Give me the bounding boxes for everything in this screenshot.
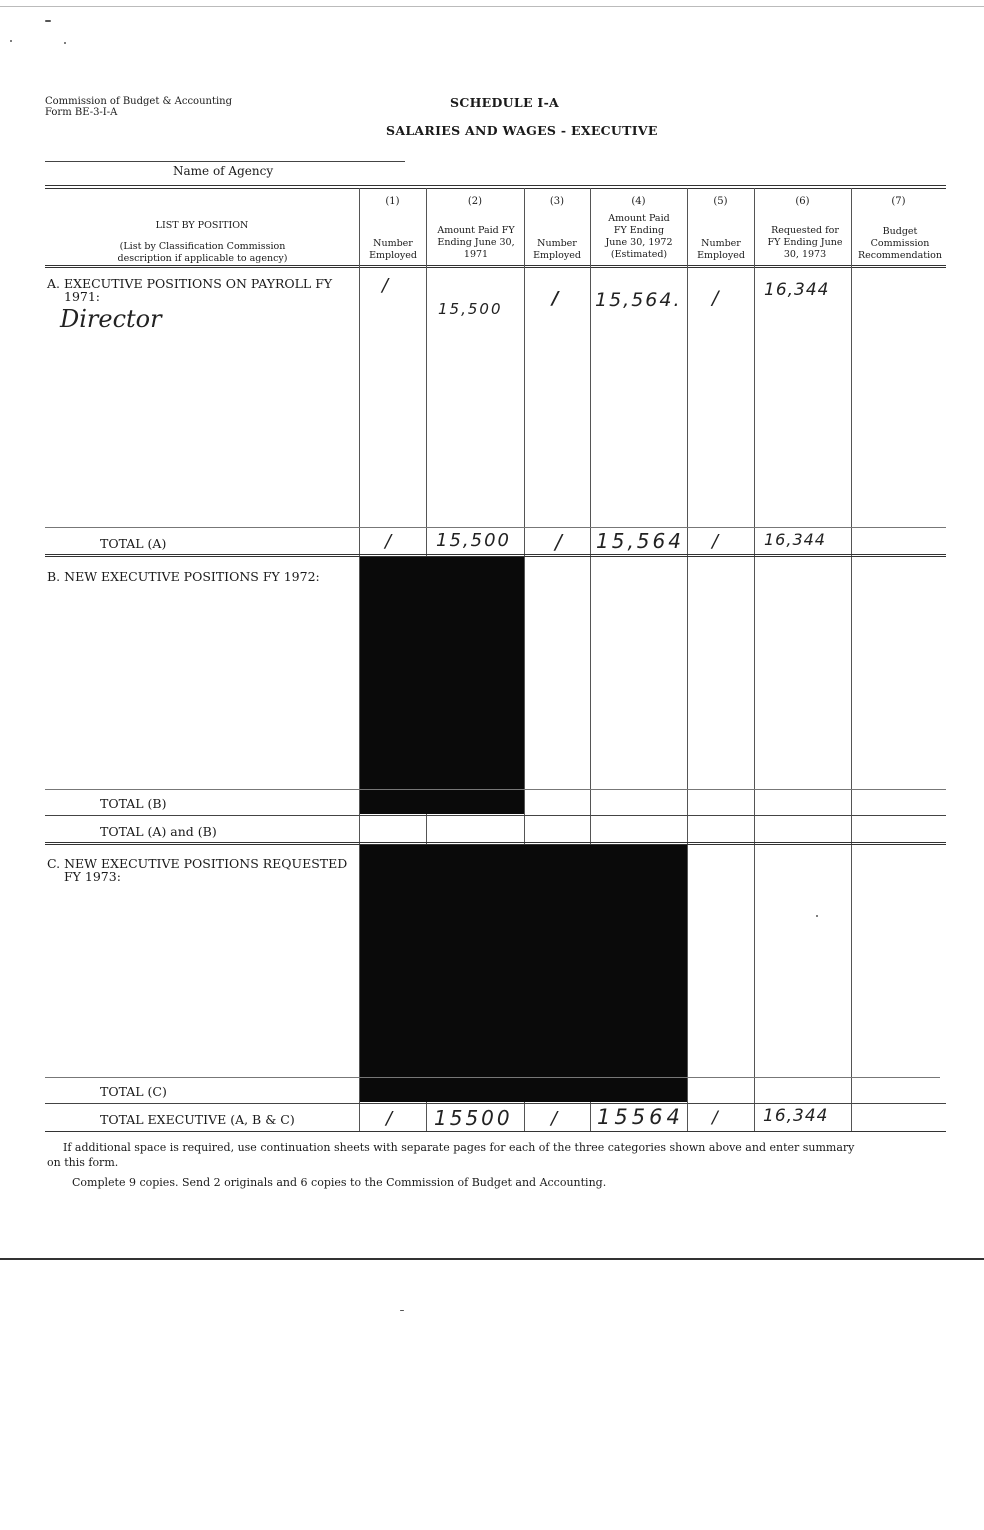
redaction-block-b <box>360 557 524 814</box>
footnote-continuation-2: on this form. <box>47 1156 119 1169</box>
total-a-c1-value: / <box>385 531 392 552</box>
total-exec-c4-value: 15564 <box>597 1105 684 1129</box>
header-bottom-border <box>45 265 946 266</box>
col-list-note: (List by Classification Commission description if applicable to agency) <box>117 241 288 264</box>
col4-number: (4) <box>631 196 646 207</box>
agency-name-line <box>45 161 405 162</box>
total-a-c6-value: 16,344 <box>764 530 826 549</box>
section-c-label-year: FY 1973: <box>64 869 121 884</box>
scan-speck <box>10 40 12 42</box>
scan-speck <box>816 915 818 917</box>
col5-label: Number Employed <box>697 238 745 261</box>
section-a-label-year: 1971: <box>64 289 101 304</box>
total-b-bottom-border <box>45 815 946 816</box>
table-top-border-2 <box>45 188 946 189</box>
total-a-c5-value: / <box>712 531 719 552</box>
total-exec-c3-value: / <box>551 1108 558 1129</box>
total-ab-bottom-border <box>45 842 946 843</box>
page-subtitle: SALARIES AND WAGES - EXECUTIVE <box>386 123 658 138</box>
section-b-label: B. NEW EXECUTIVE POSITIONS FY 1972: <box>47 569 320 584</box>
form-id-line2: Form BE-3-I-A <box>45 107 118 118</box>
total-b-label: TOTAL (B) <box>100 796 167 811</box>
col-list-title: LIST BY POSITION <box>155 220 249 231</box>
total-c-bottom-border <box>45 1103 946 1104</box>
position-director: Director <box>60 305 162 333</box>
col7-number: (7) <box>891 196 906 207</box>
col-divider-5 <box>687 188 688 1132</box>
col4-label: Amount Paid FY Ending June 30, 1972 (Estimated) <box>605 213 673 260</box>
a-c5-value: / <box>712 287 719 309</box>
total-exec-c5-value: / <box>712 1108 718 1128</box>
page-top-rule <box>0 6 984 7</box>
form-id-line1: Commission of Budget & Accounting <box>45 96 233 107</box>
agency-label: Name of Agency <box>173 164 274 178</box>
col3-number: (3) <box>549 196 565 207</box>
schedule-title: SCHEDULE I-A <box>450 95 560 110</box>
total-a-label: TOTAL (A) <box>100 536 167 551</box>
a-c2-value: 15,500 <box>438 300 503 318</box>
total-a-c4-value: 15,564 <box>596 529 684 553</box>
scan-speck <box>45 20 51 22</box>
total-c-label: TOTAL (C) <box>100 1084 167 1099</box>
header-bottom-border-2 <box>45 267 946 268</box>
page-bottom-rule <box>0 1258 984 1260</box>
redaction-block-c <box>360 845 687 1102</box>
total-a-top-border <box>45 527 946 528</box>
col6-number: (6) <box>795 196 810 207</box>
a-c6-value: 16,344 <box>764 280 830 300</box>
col6-label: Requested for FY Ending June 30, 1973 <box>767 225 843 260</box>
total-a-c3-value: / <box>555 530 562 554</box>
col-divider-6 <box>754 188 755 1132</box>
section-a-label: A. EXECUTIVE POSITIONS ON PAYROLL FY <box>47 276 333 291</box>
total-exec-c6-value: 16,344 <box>763 1106 829 1126</box>
footnote-copies: Complete 9 copies. Send 2 originals and 6 copies to the Commission of Budget and Accounting. <box>72 1176 607 1189</box>
col5-number: (5) <box>713 196 728 207</box>
col2-number: (2) <box>467 196 483 207</box>
table-top-border <box>45 185 946 186</box>
total-a-c2-value: 15,500 <box>436 530 511 551</box>
col2-label: Amount Paid FY Ending June 30, 1971 <box>437 225 515 260</box>
table-bottom-border <box>45 1131 946 1132</box>
a-c3-value: / <box>552 288 559 309</box>
col1-number: (1) <box>385 196 400 207</box>
total-ab-label: TOTAL (A) and (B) <box>100 824 217 839</box>
scan-speck <box>64 42 66 44</box>
footnote-continuation: If additional space is required, use continuation sheets with separate pages for each of the three categories shown above and enter summary <box>63 1141 855 1154</box>
col-divider-7 <box>851 188 852 1132</box>
total-exec-c2-value: 15500 <box>434 1106 513 1130</box>
total-exec-label: TOTAL EXECUTIVE (A, B & C) <box>100 1112 295 1127</box>
total-exec-c1-value: / <box>386 1108 393 1129</box>
a-c4-value: 15,564. <box>595 289 682 311</box>
col7-label: Budget Commission Recommendation <box>857 226 942 261</box>
total-a-bottom-border <box>45 554 946 555</box>
scan-speck <box>400 1310 404 1311</box>
col3-label: Number Employed <box>533 238 581 261</box>
total-c-top-border <box>45 1077 940 1078</box>
a-c1-value: / <box>382 275 389 296</box>
col1-label: Number Employed <box>369 238 417 261</box>
total-b-top-border <box>45 789 946 790</box>
section-c-label: C. NEW EXECUTIVE POSITIONS REQUESTED <box>47 856 348 871</box>
